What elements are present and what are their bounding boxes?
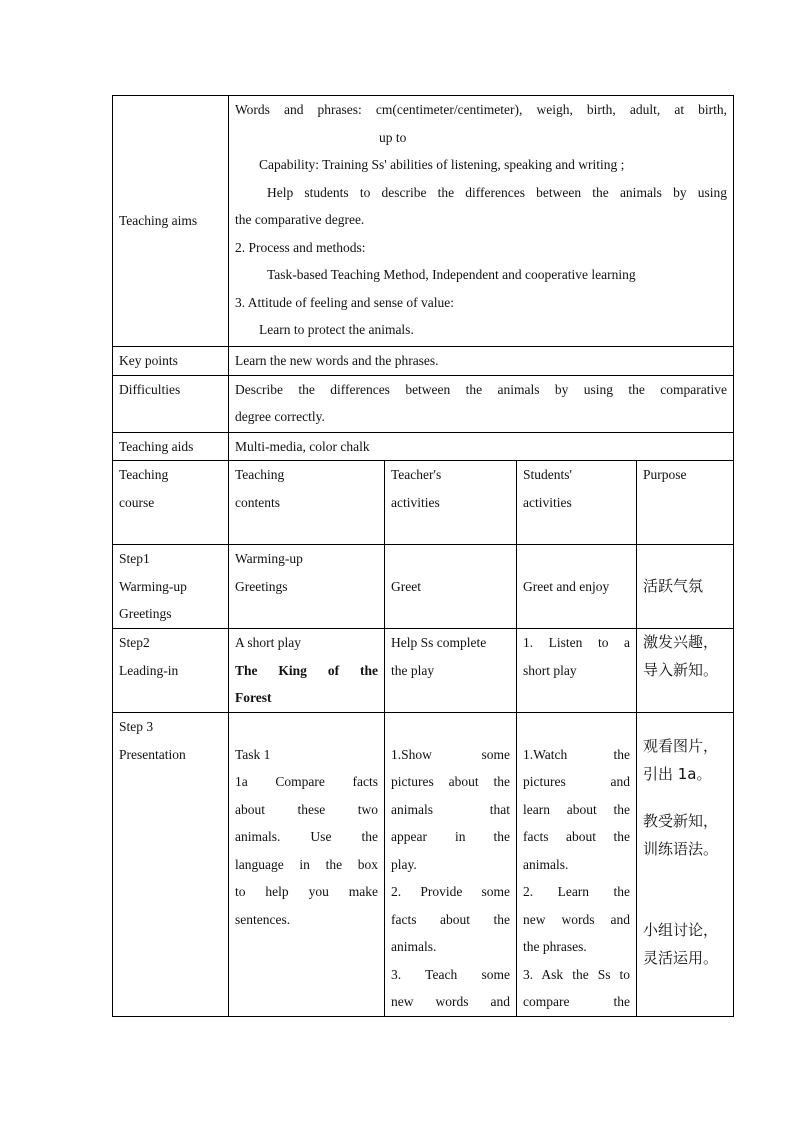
step3-title: Step 3 [119, 719, 154, 734]
step3-students-line: new words and [523, 911, 630, 927]
step3-students-line: 2. Learn the [523, 884, 630, 899]
key-points-row [113, 347, 734, 376]
step2-students [517, 629, 637, 713]
step3-teacher-line: play. [391, 856, 417, 872]
step1-teacher: Greet [385, 545, 517, 629]
step3-contents-line: to help you make [235, 884, 378, 899]
step3-students-line: facts about the [523, 829, 630, 844]
step3-students-line: 3. Ask the Ss to [523, 966, 630, 982]
step3-purpose-line1: 观看图片， [643, 737, 719, 755]
step3-course [113, 713, 229, 1017]
step2-contents [229, 629, 385, 713]
step1-contents-line2: Greetings [235, 578, 288, 594]
step2-students-line2: short play [523, 662, 577, 678]
step3-teacher-line: new words and [391, 994, 510, 1009]
step1-contents [229, 545, 385, 629]
step3-teacher-line: 1.Show some [391, 746, 510, 762]
step1-course [113, 545, 229, 629]
difficulties-value [229, 375, 734, 432]
header-teacher-line2: activities [391, 494, 440, 510]
step3-teacher-line: animals that [391, 801, 510, 817]
step2-students-line1: 1. Listen to a [523, 635, 630, 650]
step3-purpose-line3: 教受新知， [643, 812, 719, 830]
step3-purpose-line6: 灵活运用。 [643, 948, 719, 967]
step1-sub: Greetings [119, 606, 172, 621]
step1-students: Greet and enjoy [517, 545, 637, 629]
step3-contents-line: Task 1 [235, 746, 271, 762]
aims-process-title: 2. Process and methods: [235, 239, 366, 255]
aims-help-line1: Help students to describe the differences between the animals by using [267, 184, 728, 200]
header-teacher-line1: Teacher's [391, 467, 442, 482]
step3-purpose-line4: 训练语法。 [643, 839, 719, 858]
step3-teacher-line: facts about the [391, 911, 510, 927]
step2-purpose [637, 629, 734, 713]
step3-contents-line: animals. Use the [235, 829, 378, 844]
step3-teacher [385, 713, 517, 1017]
header-contents-line1: Teaching [235, 467, 285, 482]
step2-play-title-line1: The King of the [235, 662, 378, 678]
step3-contents [229, 713, 385, 1017]
aims-process-text: Task-based Teaching Method, Independent and cooperative learning [267, 267, 636, 282]
step3-contents-line: about these two [235, 801, 378, 817]
step3-teacher-line: appear in the [391, 829, 510, 844]
step3-contents-line: 1a Compare facts [235, 774, 378, 789]
teaching-aids-row [113, 432, 734, 461]
step3-teacher-line: 3. Teach some [391, 966, 510, 982]
difficulties-line1: Describe the differences between the animals by using the comparative [235, 381, 728, 397]
step3-contents-line: sentences. [235, 911, 291, 927]
step2-play-title-line2: Forest [235, 690, 272, 705]
header-students-line1: Students' [523, 467, 572, 482]
teaching-aims-content [229, 96, 734, 347]
teaching-aids-value: Multi-media, color chalk [229, 432, 734, 461]
step2-course [113, 629, 229, 713]
header-contents-line2: contents [235, 494, 280, 510]
step2-name: Leading-in [119, 662, 179, 678]
step1-title: Step1 [119, 551, 150, 566]
course-header-row [113, 461, 734, 545]
lesson-plan-table [112, 95, 734, 1017]
aims-words-line1: Words and phrases: cm(centimeter/centimeter), weigh, birth, adult, at birth, [235, 102, 728, 117]
teaching-aims-label: Teaching aims [113, 96, 229, 347]
step1-contents-line1: Warming-up [235, 551, 303, 566]
step3-purpose-line5: 小组讨论， [643, 921, 719, 939]
step3-students-line: compare the [523, 994, 630, 1009]
difficulties-line2: degree correctly. [235, 409, 325, 424]
header-teaching-course [113, 461, 229, 545]
step3-purpose-line2: 引出 1a。 [643, 764, 712, 783]
header-students-activities [517, 461, 637, 545]
aims-words-line2: up to [379, 129, 407, 145]
step2-title: Step2 [119, 635, 150, 650]
step2-purpose-line1: 激发兴趣， [643, 633, 719, 651]
step3-teacher-line: animals. [391, 939, 437, 954]
teaching-aids-label: Teaching aids [113, 432, 229, 461]
step2-teacher [385, 629, 517, 713]
header-course-line2: course [119, 494, 155, 510]
step3-purpose [637, 713, 734, 1017]
step3-students-line: learn about the [523, 801, 630, 817]
step3-students-line: 1.Watch the [523, 746, 630, 762]
step2-contents-line1: A short play [235, 635, 301, 650]
teaching-aims-row [113, 96, 734, 347]
aims-attitude-text: Learn to protect the animals. [259, 322, 414, 337]
header-students-line2: activities [523, 494, 572, 510]
step3-name: Presentation [119, 746, 186, 762]
step2-teacher-line1: Help Ss complete [391, 635, 487, 650]
step2-teacher-line2: the play [391, 662, 435, 678]
step3-students-line: the phrases. [523, 939, 587, 954]
step3-students-line: animals. [523, 856, 569, 872]
header-teaching-contents [229, 461, 385, 545]
step2-purpose-line2: 导入新知。 [643, 660, 719, 679]
aims-attitude-title: 3. Attitude of feeling and sense of value: [235, 294, 454, 310]
step1-name: Warming-up [119, 578, 187, 594]
difficulties-label: Difficulties [113, 375, 229, 432]
difficulties-row [113, 375, 734, 432]
step1-row [113, 545, 734, 629]
header-course-line1: Teaching [119, 467, 169, 482]
step2-row [113, 629, 734, 713]
step3-students-line: pictures and [523, 774, 630, 789]
header-teacher-activities [385, 461, 517, 545]
step3-teacher-line: 2. Provide some [391, 884, 510, 899]
key-points-label: Key points [113, 347, 229, 376]
step3-students [517, 713, 637, 1017]
step1-purpose: 活跃气氛 [637, 545, 734, 629]
aims-capability: Capability: Training Ss' abilities of listening, speaking and writing ; [259, 157, 625, 172]
header-purpose: Purpose [637, 461, 734, 545]
step3-teacher-line: pictures about the [391, 774, 510, 789]
step3-row [113, 713, 734, 1017]
aims-help-line2: the comparative degree. [235, 212, 365, 227]
key-points-value: Learn the new words and the phrases. [229, 347, 734, 376]
step3-contents-line: language in the box [235, 856, 378, 872]
